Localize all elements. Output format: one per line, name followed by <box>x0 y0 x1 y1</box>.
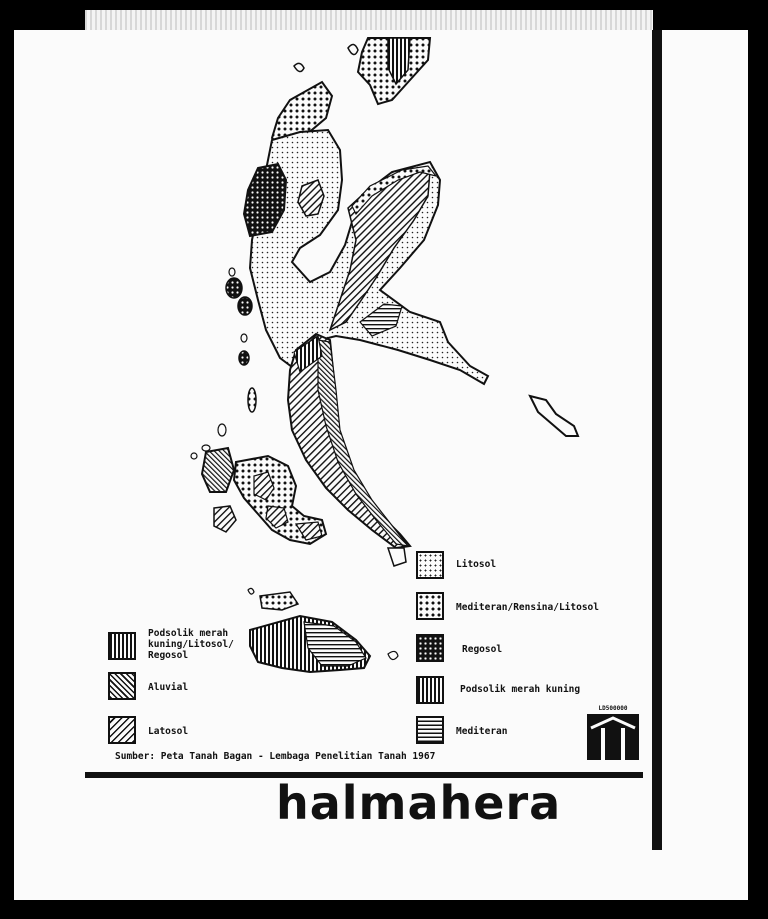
legend-item-litosol <box>416 551 636 581</box>
legend-label: Latosol <box>148 726 189 737</box>
map-emblem-icon <box>587 714 639 760</box>
legend-label: Mediteran/Rensina/Litosol <box>456 602 599 613</box>
map-source-caption: Sumber: Peta Tanah Bagan - Lembaga Penelitian Tanah 1967 <box>115 751 436 762</box>
legend-swatch-coarse-dots <box>416 592 444 620</box>
legend-label: Podsolik merah kuning <box>460 684 581 695</box>
island-gebe <box>530 396 578 436</box>
legend-swatch-fine-dots <box>416 551 444 579</box>
west-islets <box>191 268 256 459</box>
legend-swatch-horizontal-hatch <box>416 716 444 744</box>
legend-item-regosol <box>416 634 636 664</box>
legend-item-aluvial <box>108 672 308 702</box>
legend-swatch-diagonal-hatch <box>108 716 136 744</box>
legend-swatch-vertical-hatch <box>108 632 136 660</box>
legend-label: Litosol <box>456 559 497 570</box>
legend-swatch-vertical-hatch <box>416 676 444 704</box>
legend-label: Mediteran <box>456 726 508 737</box>
legend-label: Regosol <box>462 644 503 655</box>
legend-label: Aluvial <box>148 682 189 693</box>
legend-swatch-dark-dots <box>416 634 444 662</box>
legend-item-latosol <box>108 716 308 746</box>
legend-label: Podsolik merah kuning/Litosol/ Regosol <box>148 628 234 661</box>
scale-text: LD500000 <box>598 705 628 712</box>
legend-item-mediteran-rensina-litosol <box>416 592 636 622</box>
map-title: halmahera <box>276 776 562 830</box>
legend-item-podsolik-litosol-regosol <box>108 628 308 662</box>
scale-logo <box>587 706 639 760</box>
legend-item-podsolik-merah-kuning <box>416 676 636 706</box>
legend-swatch-diagonal-hatch-dense <box>108 672 136 700</box>
